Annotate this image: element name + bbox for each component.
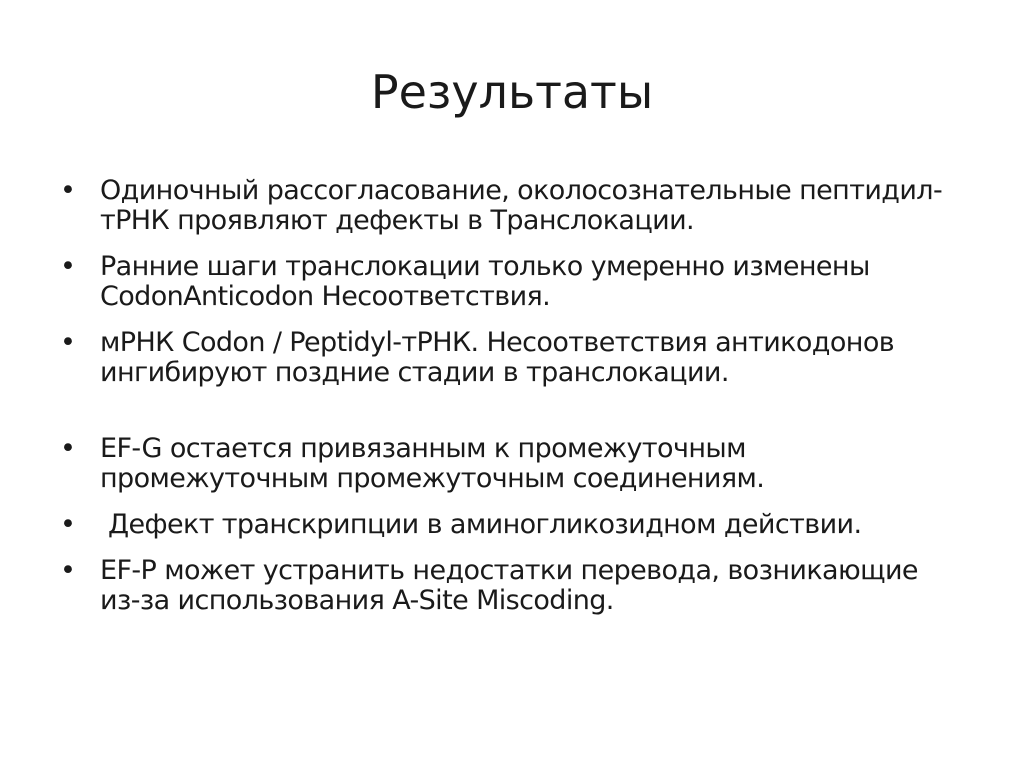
slide-title: Результаты: [370, 65, 654, 119]
bullet-icon: •: [60, 327, 76, 358]
bullet-text: EF-P может устранить недостатки перевода, возникающие из-за использования A-Site Miscoding.: [100, 555, 918, 616]
bullet-text: Дефект транскрипции в аминогликозидном действии.: [100, 509, 862, 540]
bullet-text: Ранние шаги транслокации только умеренно изменены CodonAnticodon Несоответствия.: [100, 251, 870, 312]
bullet-item: [60, 556, 960, 616]
bullet-icon: •: [60, 555, 76, 586]
bullet-text: Одиночный рассогласование, околосознательные пептидил-тРНК проявляют дефекты в Транслокации.: [100, 175, 943, 236]
bullet-item: [60, 434, 960, 494]
bullet-icon: •: [60, 251, 76, 282]
bullet-text: EF-G остается привязанным к промежуточным промежуточным промежуточным соединениям.: [100, 433, 765, 494]
bullet-item: [60, 252, 960, 312]
bullet-icon: •: [60, 175, 76, 206]
bullet-icon: •: [60, 433, 76, 464]
bullet-list: [60, 176, 960, 632]
bullet-item: [60, 328, 960, 388]
bullet-item: [60, 510, 960, 540]
bullet-icon: •: [60, 509, 76, 540]
bullet-text: мРНК Codon / Peptidyl-тРНК. Несоответствия антикодонов ингибируют поздние стадии в транслокации.: [100, 327, 895, 388]
bullet-item: [60, 176, 960, 236]
